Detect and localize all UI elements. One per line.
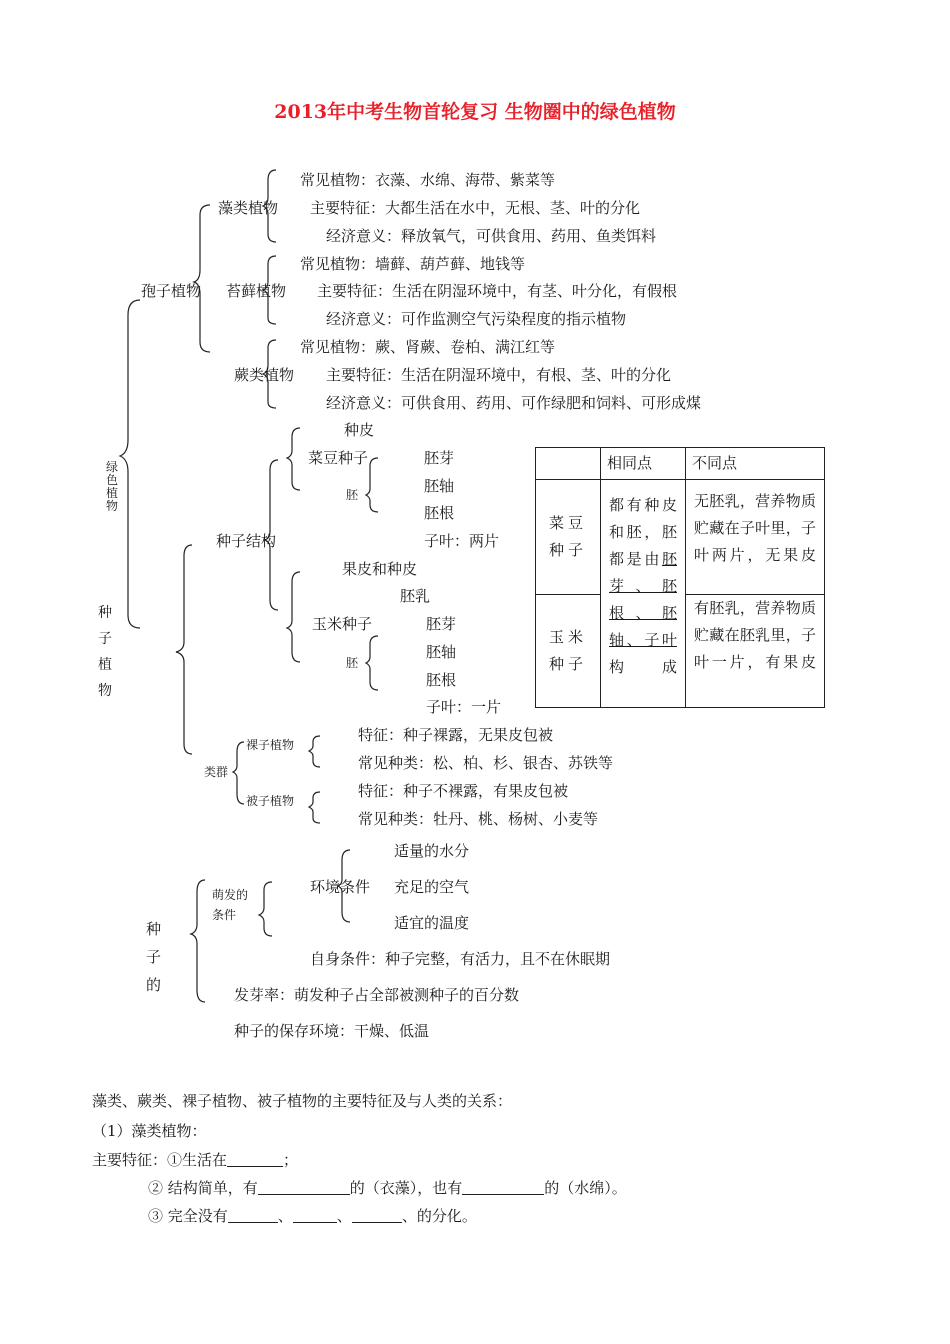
table-header-same: 相同点 [601,448,686,480]
page-title: 2013年中考生物首轮复习 生物圈中的绿色植物 [274,101,676,123]
algae-label: 藻类植物 [218,199,279,217]
corn-diff: 有胚乳，营养物质贮藏在胚乳里，子叶一片，有果皮 [694,598,816,671]
cond-temp: 适宜的温度 [394,914,470,932]
gymno-feature: 特征：种子裸露，无果皮包被 [358,726,554,744]
cond-air: 充足的空气 [394,878,470,896]
storage: 种子的保存环境：干燥、低温 [234,1022,430,1040]
cond-water: 适量的水分 [394,842,470,860]
moss-feature: 主要特征：生活在阴湿环境中，有茎、叶分化，有假根 [317,282,678,300]
blank-multi-cell[interactable] [462,1180,544,1195]
bean-coat: 种皮 [344,421,375,439]
structure-label: 种子结构 [216,532,277,550]
f2-a: ② 结构简单，有 [148,1179,258,1197]
table-row-bean-diff [686,480,825,594]
algae-feature: 主要特征：大都生活在水中，无根、茎、叶的分化 [310,199,641,217]
common-plain: 都有种皮和胚，胚都是由 [609,496,677,569]
bean-axis: 胚轴 [424,477,455,495]
bean-name-text: 菜豆种子 [548,513,587,559]
seed-comparison-table [535,447,825,708]
germination-label: 种子的 [146,920,180,994]
bean-radicle: 胚根 [424,504,455,522]
common-underlined: 胚芽、胚根、胚轴、子叶 [609,550,677,650]
exercise-f3 [148,1207,477,1225]
corn-embryo: 胚 [346,656,359,670]
self-condition: 自身条件：种子完整，有活力，且不在休眠期 [310,950,611,968]
root-label: 绿色植物 [106,460,119,513]
algae-value: 经济意义：释放氧气，可供食用、药用、鱼类饵料 [326,227,657,245]
f1-end: ； [283,1151,299,1169]
bean-diff: 无胚乳，营养物质贮藏在子叶里，子叶两片，无果皮 [694,492,816,565]
fern-label: 蕨类植物 [234,366,295,384]
f2-c: 的（水绵）。 [544,1179,627,1197]
angio-feature: 特征：种子不裸露，有果皮包被 [358,782,569,800]
env-label: 环境条件 [310,878,371,896]
corn-name-text: 玉米种子 [548,627,587,673]
bean-embryo: 胚 [346,488,359,502]
table-header-diff: 不同点 [686,448,825,480]
bean-plumule: 胚芽 [424,449,455,467]
moss-common: 常见植物：墙藓、葫芦藓、地钱等 [300,255,526,273]
corn-radicle: 胚根 [426,671,457,689]
blank-single-cell[interactable] [258,1180,350,1195]
blank-stem[interactable] [293,1208,337,1223]
fern-value: 经济意义：可供食用、药用、可作绿肥和饲料、可形成煤 [326,394,702,412]
f3-sep2: 、 [336,1207,352,1225]
exercise-q1: （1）藻类植物： [92,1122,207,1140]
f3-a: ③ 完全没有 [148,1207,228,1225]
seedplant-label: 种子植物 [98,605,112,699]
exercise-f2 [148,1179,627,1197]
germination-rate: 发芽率：萌发种子占全部被测种子的百分数 [234,986,520,1004]
table-row-bean-name [536,480,601,594]
exercise-f1 [92,1151,298,1169]
table-row-corn-diff [686,594,825,707]
angio-label: 被子植物 [246,794,295,808]
groups-label: 类群 [204,765,229,779]
spore-label: 孢子植物 [141,282,202,300]
corn-cotyledon: 子叶：一片 [426,698,502,716]
f3-end: 、的分化。 [401,1207,477,1225]
corn-label: 玉米种子 [312,615,373,633]
corn-plumule: 胚芽 [426,615,457,633]
fern-common: 常见植物：蕨、肾蕨、卷柏、满江红等 [300,338,556,356]
corn-coat: 果皮和种皮 [342,560,418,578]
algae-common: 常见植物：衣藻、水绵、海带、紫菜等 [300,171,556,189]
gymno-species: 常见种类：松、柏、杉、银杏、苏铁等 [358,754,614,772]
blank-habitat[interactable] [227,1152,283,1167]
corn-axis: 胚轴 [426,643,457,661]
angio-species: 常见种类：牡丹、桃、杨树、小麦等 [358,810,599,828]
blank-root[interactable] [228,1208,278,1223]
common-end: 构成 [609,658,677,677]
table-row-corn-name [536,594,601,707]
blank-leaf[interactable] [352,1208,402,1223]
table-common-cell [601,480,686,708]
corn-endosperm: 胚乳 [400,587,431,605]
f2-b: 的（衣藻），也有 [349,1179,463,1197]
bean-label: 菜豆种子 [308,449,369,467]
exercise-intro: 藻类、蕨类、裸子植物、被子植物的主要特征及与人类的关系： [92,1092,513,1110]
conditions-label: 萌发的条件 [212,888,249,922]
moss-value: 经济意义：可作监测空气污染程度的指示植物 [326,310,627,328]
fern-feature: 主要特征：生活在阴湿环境中，有根、茎、叶的分化 [326,366,672,384]
table-header-empty [536,448,601,480]
f3-sep1: 、 [277,1207,293,1225]
moss-label: 苔藓植物 [226,282,287,300]
f1-text: 主要特征：①生活在 [92,1151,228,1169]
bean-cotyledon: 子叶：两片 [424,532,500,550]
gymno-label: 裸子植物 [246,738,295,752]
